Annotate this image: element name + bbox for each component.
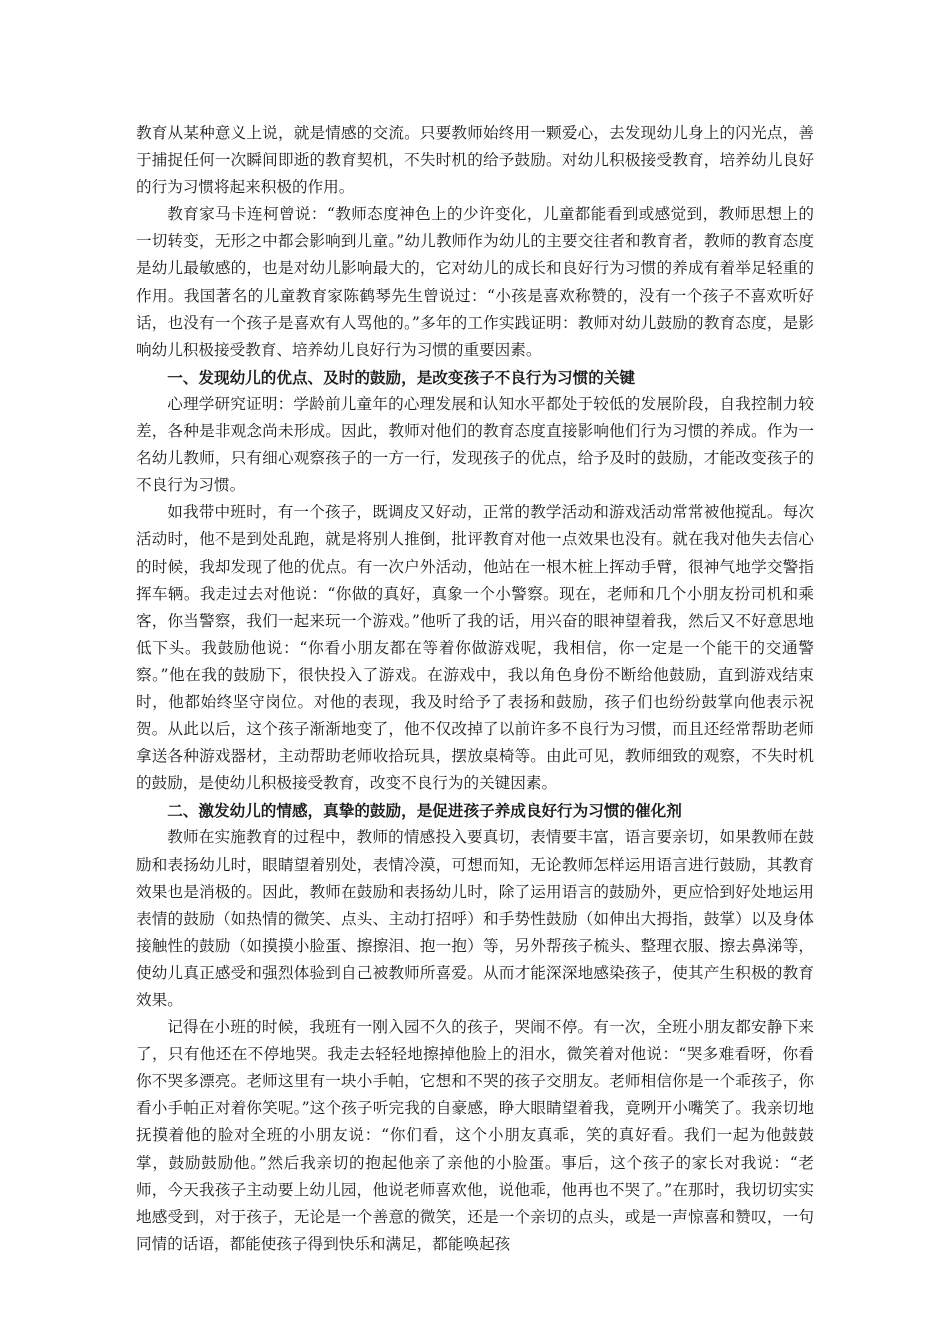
paragraph-emotional-encouragement: 教师在实施教育的过程中，教师的情感投入要真切，表情要丰富，语言要亲切，如果教师在鼓励和表扬幼儿时，眼睛望着别处，表情冷漠，可想而知，无论教师怎样运用语言进行鼓励，其教育效果也是消极的。因此，教师在鼓励和表扬幼儿时，除了运用语言的鼓励外，更应恰到好处地运用表情的鼓励（如热情的微笑、点头、主动打招呼）和手势性鼓励（如伸出大拇指，鼓掌）以及身体接触性的鼓励（如摸摸小脸蛋、擦擦泪、抱一抱）等，另外帮孩子梳头、整理衣服、擦去鼻涕等，使幼儿真正感受和强烈体验到自己被教师所喜爱。从而才能深深地感染孩子，使其产生积极的教育效果。 (136, 828, 814, 1009)
section-heading-1: 一、发现幼儿的优点、及时的鼓励，是改变孩子不良行为习惯的关键 (167, 367, 636, 387)
paragraph-small-class-example: 记得在小班的时候，我班有一刚入园不久的孩子，哭闹不停。有一次，全班小朋友都安静下来了，只有他还在不停地哭。我走去轻轻地擦掉他脸上的泪水，微笑着对他说：“哭多难看呀，你看你不哭多漂亮。老师这里有一块小手帕，它想和不哭的孩子交朋友。老师相信你是一个乖孩子，你看小手帕正对着你笑呢。”这个孩子听完我的自豪感，睁大眼睛望着我，竟咧开小嘴笑了。我亲切地抚摸着他的脸对全班的小朋友说：“你们看，这个小朋友真乖，笑的真好看。我们一起为他鼓鼓掌，鼓励鼓励他。”然后我亲切的抱起他亲了亲他的小脸蛋。事后，这个孩子的家长对我说：“老师，今天我孩子主动要上幼儿园，他说老师喜欢他，说他乖，他再也不哭了。”在那时，我切切实实地感受到，对于孩子，无论是一个善意的微笑，还是一个亲切的点头，或是一声惊喜和赞叹，一句同情的话语，都能使孩子得到快乐和满足，都能唤起孩 (136, 1018, 814, 1253)
document-page (136, 120, 814, 1258)
paragraph-psychology: 心理学研究证明：学龄前儿童年的心理发展和认知水平都处于较低的发展阶段，自我控制力较差，各种是非观念尚未形成。因此，教师对他们的教育态度直接影响他们行为习惯的养成。作为一名幼儿教师，只有细心观察孩子的一方一行，发现孩子的优点，给予及时的鼓励，才能改变孩子的不良行为习惯。 (136, 394, 814, 495)
paragraph-intro: 教育从某种意义上说，就是情感的交流。只要教师始终用一颗爱心，去发现幼儿身上的闪光点，善于捕捉任何一次瞬间即逝的教育契机，不失时机的给予鼓励。对幼儿积极接受教育，培养幼儿良好的行为习惯将起来积极的作用。 (136, 124, 814, 197)
section-heading-2: 二、激发幼儿的情感，真挚的鼓励，是促进孩子养成良好行为习惯的催化剂 (167, 801, 682, 821)
paragraph-middle-class-example: 如我带中班时，有一个孩子，既调皮又好动，正常的教学活动和游戏活动常常被他搅乱。每次活动时，他不是到处乱跑，就是将别人推倒，批评教育对他一点效果也没有。就在我对他失去信心的时候，我却发现了他的优点。有一次户外活动，他站在一根木桩上挥动手臂，很神气地学交警指挥车辆。我走过去对他说：“你做的真好，真象一个小警察。现在，老师和几个小朋友扮司机和乘客，你当警察，我们一起来玩一个游戏。”他听了我的话，用兴奋的眼神望着我，然后又不好意思地低下头。我鼓励他说：“你看小朋友都在等着你做游戏呢，我相信，你一定是一个能干的交通警察。”他在我的鼓励下，很快投入了游戏。在游戏中，我以角色身份不断给他鼓励，直到游戏结束时，他都始终坚守岗位。对他的表现，我及时给予了表扬和鼓励，孩子们也纷纷鼓掌向他表示祝贺。从此以后，这个孩子渐渐地变了，他不仅改掉了以前许多不良行为习惯，而且还经常帮助老师拿送各种游戏器材，主动帮助老师收拾玩具，摆放桌椅等。由此可见，教师细致的观察，不失时机的鼓励，是使幼儿积极接受教育，改变不良行为的关键因素。 (136, 503, 814, 793)
paragraph-makarenko-quote: 教育家马卡连柯曾说：“教师态度神色上的少许变化，儿童都能看到或感觉到，教师思想上的一切转变，无形之中都会影响到儿童。”幼儿教师作为幼儿的主要交往者和教育者，教师的教育态度是幼儿最敏感的，也是对幼儿影响最大的，它对幼儿的成长和良好行为习惯的养成有着举足轻重的作用。我国著名的儿童教育家陈鹤琴先生曾说过：“小孩是喜欢称赞的，没有一个孩子不喜欢听好话，也没有一个孩子是喜欢有人骂他的。”多年的工作实践证明：教师对幼儿鼓励的教育态度，是影响幼儿积极接受教育、培养幼儿良好行为习惯的重要因素。 (136, 205, 814, 359)
